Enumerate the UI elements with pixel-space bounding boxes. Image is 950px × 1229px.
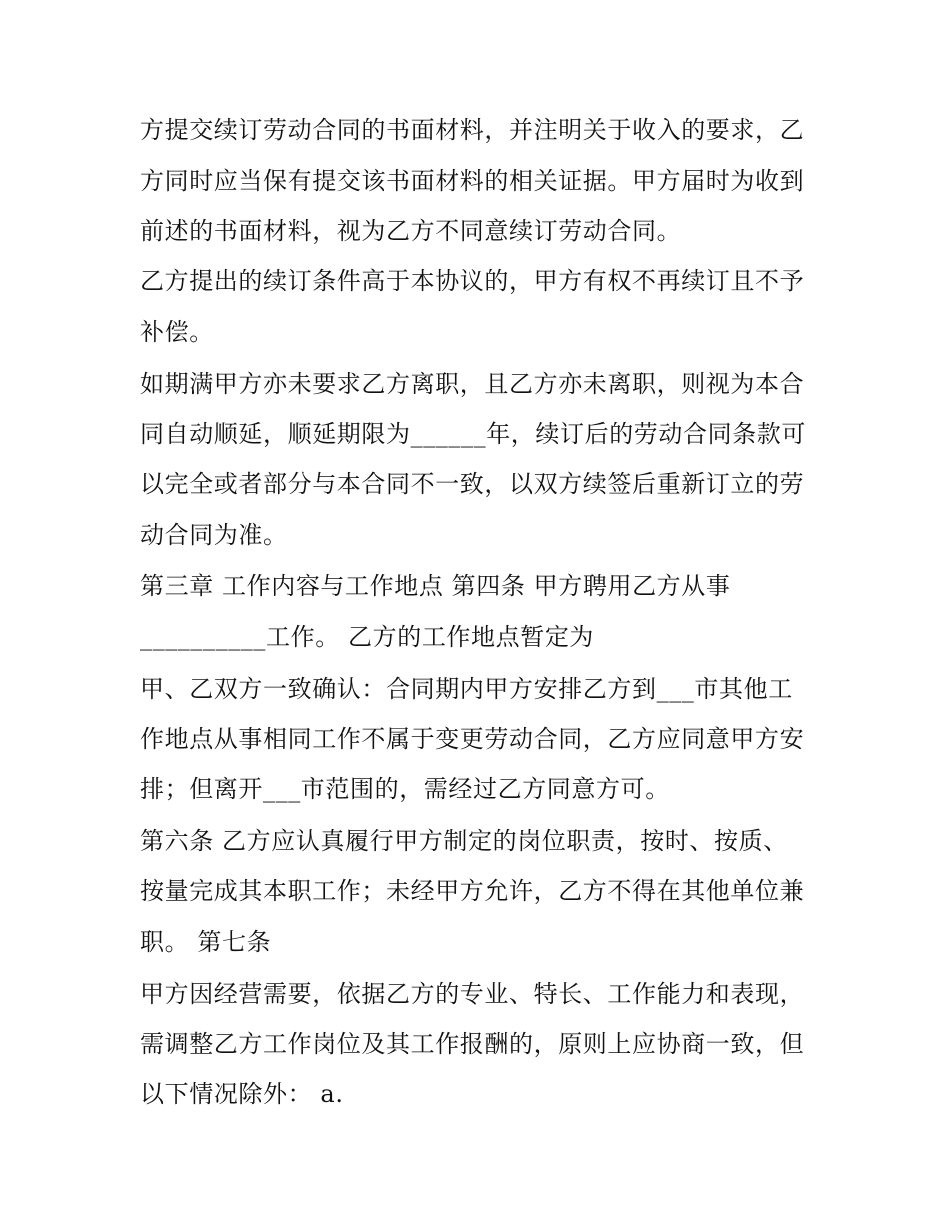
text-line: 以完全或者部分与本合同不一致，以双方续签后重新订立的劳 bbox=[140, 470, 805, 498]
text-line: 第六条 乙方应认真履行甲方制定的岗位职责，按时、按质、 bbox=[140, 827, 788, 855]
text-line: 排；但离开___市范围的，需经过乙方同意方可。 bbox=[140, 775, 670, 803]
text-line: 如期满甲方亦未要求乙方离职，且乙方亦未离职，则视为本合 bbox=[140, 370, 805, 398]
text-line: 作地点从事相同工作不属于变更劳动合同，乙方应同意甲方安 bbox=[140, 725, 805, 753]
text-line: 第三章 工作内容与工作地点 第四条 甲方聘用乙方从事 bbox=[140, 572, 731, 600]
text-line: 乙方提出的续订条件高于本协议的，甲方有权不再续订且不予 bbox=[140, 267, 805, 295]
text-line: __________工作。 乙方的工作地点暂定为 bbox=[140, 623, 595, 651]
text-line: 前述的书面材料，视为乙方不同意续订劳动合同。 bbox=[140, 217, 682, 245]
text-line: 补偿。 bbox=[140, 318, 214, 346]
text-line: 方提交续订劳动合同的书面材料，并注明关于收入的要求，乙 bbox=[140, 116, 805, 144]
text-line: 以下情况除外： a. bbox=[140, 1080, 344, 1108]
text-line: 甲方因经营需要，依据乙方的专业、特长、工作能力和表现， bbox=[140, 980, 805, 1008]
text-line: 方同时应当保有提交该书面材料的相关证据。甲方届时为收到 bbox=[140, 167, 805, 195]
text-line: 同自动顺延，顺延期限为______年，续订后的劳动合同条款可 bbox=[140, 420, 806, 448]
text-line: 需调整乙方工作岗位及其工作报酬的，原则上应协商一致，但 bbox=[140, 1030, 805, 1058]
text-line: 职。 第七条 bbox=[140, 928, 272, 956]
text-line: 甲、乙双方一致确认：合同期内甲方安排乙方到___市其他工 bbox=[140, 675, 793, 703]
text-line: 按量完成其本职工作；未经甲方允许，乙方不得在其他单位兼 bbox=[140, 877, 805, 905]
text-line: 动合同为准。 bbox=[140, 521, 288, 549]
